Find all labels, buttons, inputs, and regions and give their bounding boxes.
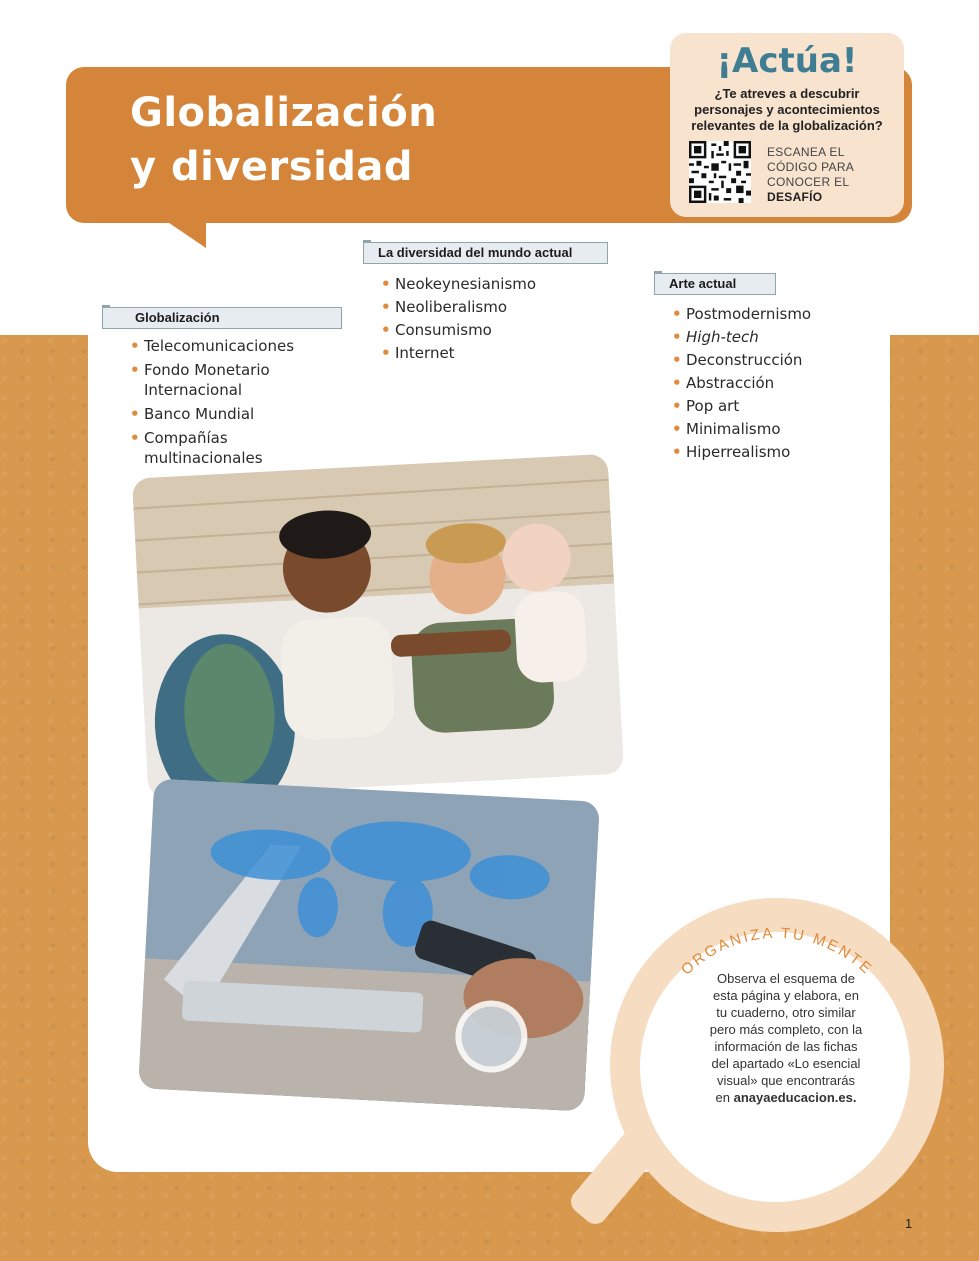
- list-item-text: Internet: [395, 344, 455, 362]
- list-item: [672, 418, 872, 441]
- list-item-text: Telecomunicaciones: [144, 337, 295, 355]
- list-globalizacion: [130, 336, 330, 468]
- list-item: [381, 296, 601, 319]
- list-item-text: Compañías: [144, 429, 228, 447]
- list-item-text: Neoliberalismo: [395, 298, 508, 316]
- list-item: [381, 319, 601, 342]
- list-item-text: Banco Mundial: [144, 405, 255, 423]
- list-item-text: Fondo Monetario: [144, 361, 270, 379]
- bullet: •: [381, 275, 391, 293]
- bullet: •: [130, 361, 140, 379]
- organiza-line: pero más completo, con la: [709, 1022, 863, 1037]
- list-item: [130, 336, 330, 356]
- actua-question-line: personajes y acontecimientos: [694, 102, 880, 117]
- list-item-text: Hiperrealismo: [686, 443, 791, 461]
- bullet: •: [672, 351, 682, 369]
- organiza-line: visual» que encontrarás: [716, 1073, 856, 1088]
- list-item: [672, 349, 872, 372]
- scan-line: ESCANEA EL: [767, 145, 845, 159]
- list-item-text: Internacional: [144, 381, 243, 399]
- organiza-last-line: [686, 1089, 886, 1106]
- bullet: •: [130, 429, 140, 447]
- organiza-line: información de las fichas: [714, 1039, 858, 1054]
- bullet: •: [672, 397, 682, 415]
- organiza-title-path: ORGANIZA TU MENTE: [677, 924, 877, 979]
- title-line-1: Globalización: [130, 90, 438, 136]
- bullet: •: [381, 298, 391, 316]
- list-item: [672, 395, 872, 418]
- list-item: [130, 428, 330, 468]
- bullet: •: [130, 405, 140, 423]
- qr-code-icon[interactable]: [689, 141, 751, 203]
- bullet: •: [672, 374, 682, 392]
- section-label: Globalización: [135, 310, 220, 325]
- section-label: Arte actual: [669, 276, 737, 291]
- organiza-last-prefix: en: [715, 1090, 734, 1105]
- bullet: •: [381, 321, 391, 339]
- actua-question: [670, 86, 904, 134]
- list-item-text: multinacionales: [144, 449, 263, 467]
- page-title: [130, 86, 437, 194]
- organiza-line: tu cuaderno, otro similar: [716, 1005, 856, 1020]
- list-item: [672, 303, 872, 326]
- family-photo-illustration: [132, 454, 624, 798]
- globalization-photo-illustration: [138, 779, 600, 1112]
- bullet: •: [672, 420, 682, 438]
- organiza-body: [686, 970, 886, 1106]
- list-item: [130, 404, 330, 424]
- page-number: 1: [905, 1216, 913, 1231]
- actua-question-line: relevantes de la globalización?: [691, 118, 883, 133]
- bullet: •: [672, 305, 682, 323]
- list-item-text: High-tech: [686, 328, 759, 346]
- bullet: •: [672, 328, 682, 346]
- list-item-text: Abstracción: [686, 374, 775, 392]
- organiza-link[interactable]: anayaeducacion.es.: [733, 1090, 857, 1105]
- globalization-photo: [138, 779, 600, 1112]
- list-item-text: Postmodernismo: [686, 305, 812, 323]
- section-label: La diversidad del mundo actual: [378, 245, 573, 260]
- list-item: [381, 342, 601, 365]
- list-item: [672, 372, 872, 395]
- scan-strong: DESAFÍO: [767, 190, 823, 204]
- bullet: •: [130, 337, 140, 355]
- organiza-line: esta página y elabora, en: [713, 988, 859, 1003]
- actua-box: [670, 33, 904, 217]
- title-line-2: y diversidad: [130, 144, 414, 190]
- list-item: [672, 441, 872, 464]
- actua-title: ¡Actúa!: [716, 41, 858, 81]
- organiza-line: del apartado «Lo esencial: [711, 1056, 861, 1071]
- organiza-line: Observa el esquema de: [716, 971, 856, 986]
- list-item: [672, 326, 872, 349]
- scan-line: CONOCER EL: [767, 175, 850, 189]
- family-photo: [132, 454, 624, 798]
- header-speech-tail: [150, 210, 206, 248]
- list-item-text: Pop art: [686, 397, 740, 415]
- list-item-text: Neokeynesianismo: [395, 275, 537, 293]
- section-tag-globalizacion: [102, 307, 342, 329]
- scan-instructions: [767, 145, 897, 205]
- list-item: [130, 360, 330, 400]
- list-diversidad: [381, 273, 601, 365]
- list-item-text: Minimalismo: [686, 420, 781, 438]
- scan-line: CÓDIGO PARA: [767, 160, 855, 174]
- list-item: [381, 273, 601, 296]
- section-tag-diversidad: [363, 242, 608, 264]
- bullet: •: [381, 344, 391, 362]
- actua-question-line: ¿Te atreves a descubrir: [714, 86, 860, 101]
- bullet: •: [672, 443, 682, 461]
- section-tag-arte: [654, 273, 776, 295]
- list-item-text: Consumismo: [395, 321, 492, 339]
- list-item-text: Deconstrucción: [686, 351, 803, 369]
- list-arte: [672, 303, 872, 464]
